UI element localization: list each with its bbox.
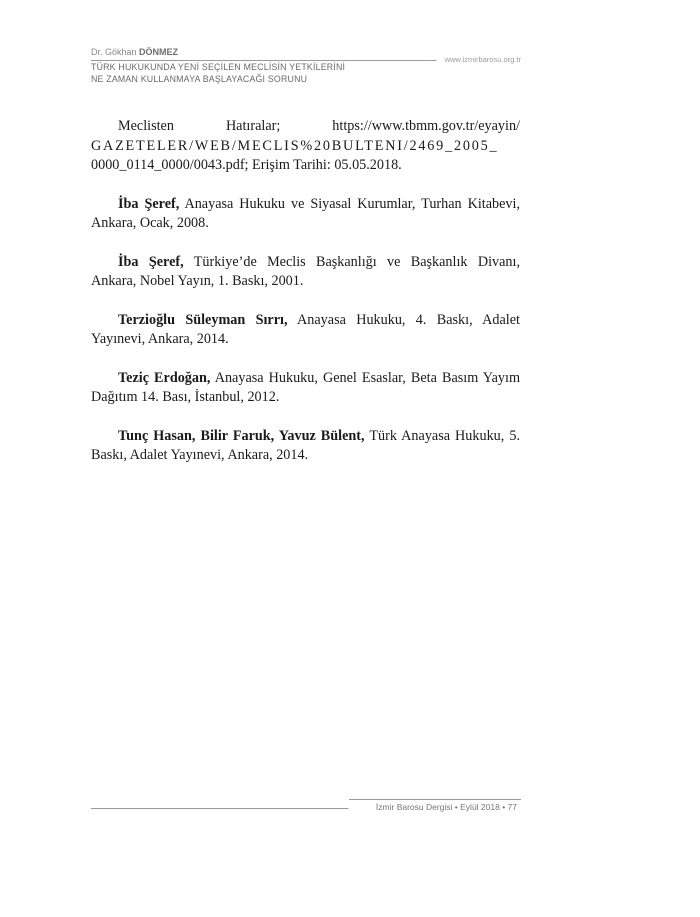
reference-text: Türkiye’de Meclis Başkanlığı ve Başkanlık Divanı, Ankara, Nobel Yayın, 1. Baskı, 2001. [91, 253, 520, 289]
article-title-line2: NE ZAMAN KULLANMAYA BAŞLAYACAĞI SORUNU [91, 73, 308, 84]
site-url: www.izmirbarosu.org.tr [444, 55, 521, 64]
footer-rule-slant [336, 799, 358, 809]
reference-author: Terzioğlu Süleyman Sırrı, [118, 311, 288, 328]
article-title-line1: TÜRK HUKUKUNDA YENİ SEÇİLEN MECLİSİN YETKİLERİNİ [91, 62, 346, 72]
reference-entry [91, 253, 520, 292]
reference-entry [91, 427, 520, 466]
author-name [91, 47, 178, 57]
footer-rule [91, 808, 341, 809]
footer-rule-top [349, 799, 521, 800]
reference-text: Anayasa Hukuku, 4. Baskı, Adalet Yayınevi, Ankara, 2014. [91, 311, 520, 347]
page-footer [91, 796, 521, 816]
reference-author: Tunç Hasan, Bilir Faruk, Yavuz Bülent, [118, 427, 365, 444]
header-rule [91, 60, 426, 61]
footer-journal-info: İzmir Barosu Dergisi • Eylül 2018 • 77 [375, 802, 517, 812]
reference-text: Türk Anayasa Hukuku, 5. Baskı, Adalet Yayınevi, Ankara, 2014. [91, 427, 520, 463]
author-prefix: Dr. Gökhan [91, 47, 140, 57]
reference-entry [91, 311, 520, 350]
article-title [91, 62, 345, 85]
reference-author: İba Şeref, [118, 195, 180, 212]
reference-entry [91, 369, 520, 408]
reference-entry [91, 156, 520, 176]
reference-text: Meclisten Hatıralar; https://www.tbmm.gov.tr/eyayin/ [118, 118, 520, 134]
author-surname: DÖNMEZ [139, 47, 179, 57]
reference-text: Anayasa Hukuku ve Siyasal Kurumlar, Turhan Kitabevi, Ankara, Ocak, 2008. [91, 195, 520, 231]
reference-author: İba Şeref, [118, 253, 184, 270]
reference-url: GAZETELER/WEB/MECLIS%20BULTENI/2469_2005_ [91, 137, 499, 154]
page-header [91, 47, 521, 91]
header-rule-tick [426, 60, 444, 69]
reference-entry [91, 195, 520, 234]
references-list [91, 117, 520, 485]
reference-text: Anayasa Hukuku, Genel Esaslar, Beta Basım Yayım Dağıtım 14. Bası, İstanbul, 2012. [91, 369, 520, 405]
reference-author: Teziç Erdoğan, [118, 369, 211, 386]
reference-entry [91, 117, 520, 156]
reference-text: 0000_0114_0000/0043.pdf; Erişim Tarihi: 05.05.2018. [91, 157, 402, 173]
